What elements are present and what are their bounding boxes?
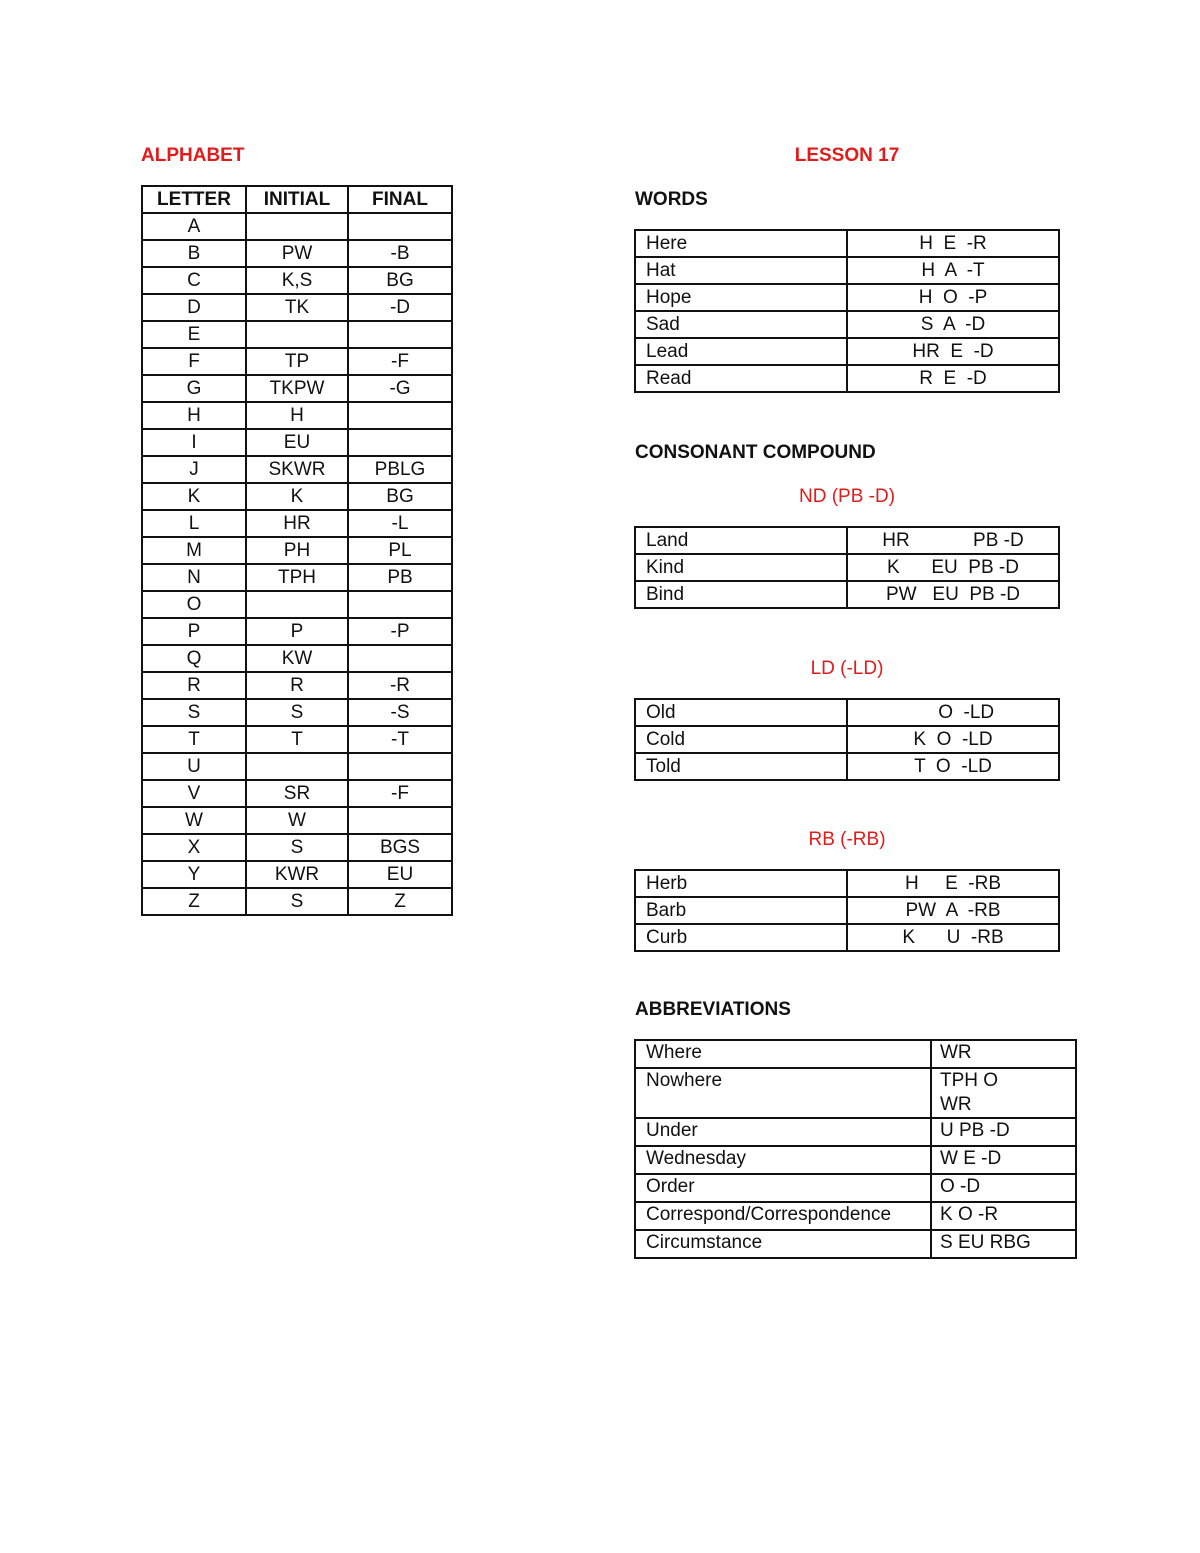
abbreviations-heading: ABBREVIATIONS: [635, 999, 791, 1020]
final-cell: -P: [348, 618, 452, 645]
table-row: [635, 554, 1059, 581]
word-cell: Here: [635, 230, 847, 257]
rb-table: [634, 869, 1060, 952]
final-cell: -G: [348, 375, 452, 402]
letter-cell: F: [142, 348, 246, 375]
steno-cell: HR E -D: [847, 338, 1059, 365]
nd-table: [634, 526, 1060, 609]
final-cell: EU: [348, 861, 452, 888]
table-row: [142, 726, 452, 753]
table-row: [635, 924, 1059, 951]
final-cell: PL: [348, 537, 452, 564]
final-cell: [348, 807, 452, 834]
letter-cell: K: [142, 483, 246, 510]
table-row: [635, 230, 1059, 257]
final-cell: [348, 321, 452, 348]
word-cell: Under: [635, 1118, 931, 1146]
final-cell: -F: [348, 348, 452, 375]
word-cell: Order: [635, 1174, 931, 1202]
table-row: [142, 807, 452, 834]
letter-cell: P: [142, 618, 246, 645]
steno-cell: O -LD: [847, 699, 1059, 726]
table-row: [635, 311, 1059, 338]
word-cell: Nowhere: [635, 1068, 931, 1118]
steno-cell: H E -R: [847, 230, 1059, 257]
column-header-letter: LETTER: [142, 186, 246, 213]
table-row: [635, 1174, 1076, 1202]
final-cell: BG: [348, 267, 452, 294]
table-row: [142, 672, 452, 699]
initial-cell: [246, 321, 348, 348]
table-row: [635, 726, 1059, 753]
letter-cell: J: [142, 456, 246, 483]
table-row: [142, 321, 452, 348]
initial-cell: KW: [246, 645, 348, 672]
letter-cell: N: [142, 564, 246, 591]
letter-cell: E: [142, 321, 246, 348]
letter-cell: U: [142, 753, 246, 780]
table-row: [635, 581, 1059, 608]
initial-cell: KWR: [246, 861, 348, 888]
initial-cell: [246, 591, 348, 618]
table-row: [142, 402, 452, 429]
table-row: [635, 1118, 1076, 1146]
word-cell: Old: [635, 699, 847, 726]
initial-cell: K: [246, 483, 348, 510]
letter-cell: M: [142, 537, 246, 564]
final-cell: -L: [348, 510, 452, 537]
steno-cell: H E -RB: [847, 870, 1059, 897]
ld-table: [634, 698, 1060, 781]
table-row: [635, 753, 1059, 780]
initial-cell: TK: [246, 294, 348, 321]
table-row: [142, 618, 452, 645]
steno-cell: S A -D: [847, 311, 1059, 338]
table-row: [142, 888, 452, 915]
alphabet-header-row: [142, 186, 452, 213]
initial-cell: S: [246, 888, 348, 915]
steno-cell: S EU RBG: [931, 1230, 1076, 1258]
table-row: [635, 284, 1059, 311]
initial-cell: TP: [246, 348, 348, 375]
final-cell: -T: [348, 726, 452, 753]
letter-cell: T: [142, 726, 246, 753]
steno-cell: K O -LD: [847, 726, 1059, 753]
table-row: [142, 537, 452, 564]
word-cell: Hope: [635, 284, 847, 311]
word-cell: Where: [635, 1040, 931, 1068]
steno-cell: O -D: [931, 1174, 1076, 1202]
alphabet-title: ALPHABET: [141, 145, 245, 166]
initial-cell: T: [246, 726, 348, 753]
word-cell: Kind: [635, 554, 847, 581]
words-heading: WORDS: [635, 189, 708, 210]
letter-cell: C: [142, 267, 246, 294]
letter-cell: A: [142, 213, 246, 240]
table-row: [635, 1040, 1076, 1068]
final-cell: [348, 645, 452, 672]
steno-cell: H O -P: [847, 284, 1059, 311]
table-row: [142, 348, 452, 375]
initial-cell: W: [246, 807, 348, 834]
table-row: [635, 1068, 1076, 1118]
steno-cell: W E -D: [931, 1146, 1076, 1174]
initial-cell: PW: [246, 240, 348, 267]
word-cell: Correspond/Correspondence: [635, 1202, 931, 1230]
table-row: [142, 294, 452, 321]
initial-cell: H: [246, 402, 348, 429]
table-row: [142, 375, 452, 402]
final-cell: PBLG: [348, 456, 452, 483]
initial-cell: R: [246, 672, 348, 699]
table-row: [142, 213, 452, 240]
table-row: [142, 510, 452, 537]
steno-cell: T O -LD: [847, 753, 1059, 780]
steno-cell: PW A -RB: [847, 897, 1059, 924]
table-row: [142, 429, 452, 456]
initial-cell: S: [246, 834, 348, 861]
table-row: [142, 564, 452, 591]
final-cell: [348, 753, 452, 780]
letter-cell: Y: [142, 861, 246, 888]
table-row: [635, 338, 1059, 365]
table-row: [635, 1146, 1076, 1174]
steno-cell: H A -T: [847, 257, 1059, 284]
nd-subheading: ND (PB -D): [798, 486, 896, 507]
final-cell: Z: [348, 888, 452, 915]
initial-cell: K,S: [246, 267, 348, 294]
final-cell: PB: [348, 564, 452, 591]
table-row: [635, 1230, 1076, 1258]
letter-cell: D: [142, 294, 246, 321]
initial-cell: PH: [246, 537, 348, 564]
final-cell: BG: [348, 483, 452, 510]
final-cell: -R: [348, 672, 452, 699]
steno-cell: R E -D: [847, 365, 1059, 392]
table-row: [142, 699, 452, 726]
steno-cell: PW EU PB -D: [847, 581, 1059, 608]
steno-cell: TPH O WR: [931, 1068, 1076, 1118]
initial-cell: [246, 213, 348, 240]
rb-subheading: RB (-RB): [808, 829, 886, 850]
initial-cell: SKWR: [246, 456, 348, 483]
letter-cell: Z: [142, 888, 246, 915]
word-cell: Cold: [635, 726, 847, 753]
letter-cell: X: [142, 834, 246, 861]
steno-cell: K U -RB: [847, 924, 1059, 951]
table-row: [142, 780, 452, 807]
steno-cell: U PB -D: [931, 1118, 1076, 1146]
final-cell: -D: [348, 294, 452, 321]
word-cell: Herb: [635, 870, 847, 897]
table-row: [635, 699, 1059, 726]
steno-cell: K EU PB -D: [847, 554, 1059, 581]
initial-cell: EU: [246, 429, 348, 456]
table-row: [635, 1202, 1076, 1230]
table-row: [142, 861, 452, 888]
table-row: [635, 365, 1059, 392]
initial-cell: [246, 753, 348, 780]
table-row: [142, 483, 452, 510]
table-row: [635, 897, 1059, 924]
final-cell: [348, 213, 452, 240]
final-cell: [348, 429, 452, 456]
consonant-compound-heading: CONSONANT COMPOUND: [635, 442, 876, 463]
letter-cell: H: [142, 402, 246, 429]
table-row: [635, 257, 1059, 284]
table-row: [142, 591, 452, 618]
table-row: [142, 267, 452, 294]
letter-cell: L: [142, 510, 246, 537]
word-cell: Barb: [635, 897, 847, 924]
abbreviations-table: [634, 1039, 1077, 1259]
table-row: [635, 870, 1059, 897]
word-cell: Hat: [635, 257, 847, 284]
final-cell: BGS: [348, 834, 452, 861]
initial-cell: SR: [246, 780, 348, 807]
word-cell: Sad: [635, 311, 847, 338]
steno-cell: HR PB -D: [847, 527, 1059, 554]
final-cell: -S: [348, 699, 452, 726]
word-cell: Circumstance: [635, 1230, 931, 1258]
letter-cell: Q: [142, 645, 246, 672]
word-cell: Land: [635, 527, 847, 554]
letter-cell: O: [142, 591, 246, 618]
column-header-final: FINAL: [348, 186, 452, 213]
lesson-title: LESSON 17: [794, 145, 900, 166]
words-table: [634, 229, 1060, 393]
steno-cell: K O -R: [931, 1202, 1076, 1230]
letter-cell: R: [142, 672, 246, 699]
letter-cell: S: [142, 699, 246, 726]
letter-cell: V: [142, 780, 246, 807]
alphabet-table: [141, 185, 453, 916]
word-cell: Bind: [635, 581, 847, 608]
initial-cell: S: [246, 699, 348, 726]
final-cell: [348, 402, 452, 429]
word-cell: Curb: [635, 924, 847, 951]
initial-cell: P: [246, 618, 348, 645]
final-cell: [348, 591, 452, 618]
ld-subheading: LD (-LD): [810, 658, 884, 679]
initial-cell: HR: [246, 510, 348, 537]
letter-cell: W: [142, 807, 246, 834]
table-row: [142, 240, 452, 267]
steno-cell: WR: [931, 1040, 1076, 1068]
table-row: [142, 456, 452, 483]
letter-cell: G: [142, 375, 246, 402]
word-cell: Told: [635, 753, 847, 780]
table-row: [142, 645, 452, 672]
letter-cell: I: [142, 429, 246, 456]
word-cell: Lead: [635, 338, 847, 365]
table-row: [142, 834, 452, 861]
word-cell: Wednesday: [635, 1146, 931, 1174]
letter-cell: B: [142, 240, 246, 267]
table-row: [142, 753, 452, 780]
table-row: [635, 527, 1059, 554]
column-header-initial: INITIAL: [246, 186, 348, 213]
initial-cell: TKPW: [246, 375, 348, 402]
word-cell: Read: [635, 365, 847, 392]
initial-cell: TPH: [246, 564, 348, 591]
final-cell: -F: [348, 780, 452, 807]
final-cell: -B: [348, 240, 452, 267]
